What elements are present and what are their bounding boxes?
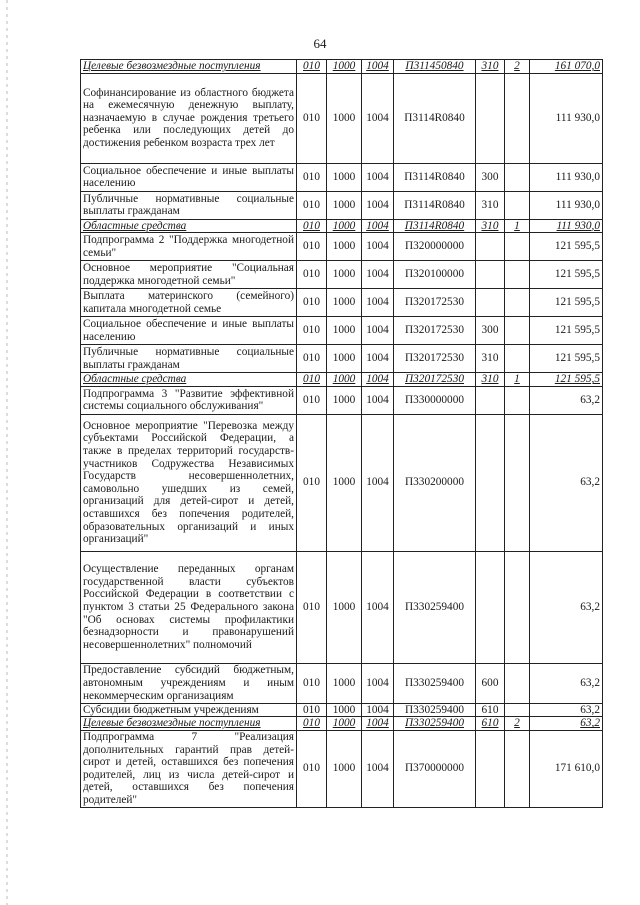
cell-target-article: П330259400: [394, 717, 476, 731]
cell-subsection-code: 1004: [362, 717, 394, 731]
cell-funding-source: [505, 261, 530, 289]
cell-admin-code: 010: [297, 233, 327, 261]
cell-target-article: П3114R0840: [394, 163, 476, 191]
cell-target-article: П330259400: [394, 551, 476, 663]
cell-expense-type: 600: [476, 663, 505, 703]
cell-admin-code: 010: [297, 717, 327, 731]
cell-funding-source: 2: [505, 717, 530, 731]
cell-section-code: 1000: [327, 219, 362, 233]
cell-amount: 121 595,5: [530, 345, 603, 373]
cell-name: Публичные нормативные социальные выплаты гражданам: [81, 191, 297, 219]
cell-target-article: П330200000: [394, 414, 476, 551]
cell-subsection-code: 1004: [362, 233, 394, 261]
cell-name: Выплата материнского (семейного) капитала многодетной семье: [81, 289, 297, 317]
cell-name: [81, 60, 297, 74]
cell-expense-type: 610: [476, 717, 505, 731]
cell-amount: 63,2: [530, 414, 603, 551]
cell-admin-code: 010: [297, 60, 327, 74]
cell-expense-type: [476, 414, 505, 551]
cell-section-code: 1000: [327, 261, 362, 289]
cell-section-code: 1000: [327, 414, 362, 551]
cell-target-article: П320172530: [394, 373, 476, 387]
cell-subsection-code: 1004: [362, 191, 394, 219]
cell-expense-type: 300: [476, 317, 505, 345]
cell-name: Социальное обеспечение и иные выплаты населению: [81, 317, 297, 345]
cell-expense-type: 310: [476, 60, 505, 74]
cell-section-code: 1000: [327, 373, 362, 387]
cell-funding-source: [505, 233, 530, 261]
cell-name: Осуществление переданных органам государственной власти субъектов Российской Федерации в соответствии с пунктом 3 статьи 25 Федерального закона "Об основах системы профилактики безнадзорности и правонарушений несовершеннолетних" полномочий: [81, 551, 297, 663]
cell-target-article: П320100000: [394, 261, 476, 289]
cell-section-code: 1000: [327, 73, 362, 163]
cell-funding-source: [505, 191, 530, 219]
cell-name: Социальное обеспечение и иные выплаты населению: [81, 163, 297, 191]
cell-name: Подпрограмма 7 "Реализация дополнительных гарантий прав детей-сирот и детей, оставшихся без попечения родителей, лиц из числа детей-сирот и детей, оставшихся без попечения родителей": [81, 730, 297, 807]
cell-section-code: 1000: [327, 717, 362, 731]
cell-funding-source: [505, 703, 530, 717]
cell-target-article: П3114R0840: [394, 73, 476, 163]
table-row: [81, 219, 603, 233]
cell-funding-source: [505, 386, 530, 414]
cell-funding-source: [505, 730, 530, 807]
cell-admin-code: 010: [297, 317, 327, 345]
cell-subsection-code: 1004: [362, 703, 394, 717]
cell-expense-type: [476, 261, 505, 289]
cell-subsection-code: 1004: [362, 163, 394, 191]
cell-admin-code: 010: [297, 703, 327, 717]
cell-amount: 63,2: [530, 386, 603, 414]
cell-subsection-code: 1004: [362, 60, 394, 74]
page-number: 64: [313, 36, 327, 51]
cell-admin-code: 010: [297, 345, 327, 373]
cell-name-text: Целевые безвозмездные поступления: [83, 60, 261, 72]
table-row: [81, 163, 603, 191]
cell-section-code: 1000: [327, 551, 362, 663]
cell-amount: 63,2: [530, 703, 603, 717]
cell-subsection-code: 1004: [362, 373, 394, 387]
cell-expense-type: 310: [476, 191, 505, 219]
cell-expense-type: 310: [476, 219, 505, 233]
budget-table-body: [81, 60, 603, 808]
cell-name: Публичные нормативные социальные выплаты гражданам: [81, 345, 297, 373]
cell-subsection-code: 1004: [362, 73, 394, 163]
cell-subsection-code: 1004: [362, 317, 394, 345]
table-row: [81, 717, 603, 731]
table-row: [81, 289, 603, 317]
cell-expense-type: [476, 289, 505, 317]
cell-subsection-code: 1004: [362, 414, 394, 551]
cell-amount: 111 930,0: [530, 73, 603, 163]
cell-name: Подпрограмма 2 "Поддержка многодетной семьи": [81, 233, 297, 261]
budget-table: [80, 59, 603, 808]
cell-subsection-code: 1004: [362, 345, 394, 373]
cell-amount: 161 070,0: [530, 60, 603, 74]
table-row: [81, 261, 603, 289]
cell-target-article: П330000000: [394, 386, 476, 414]
table-row: [81, 317, 603, 345]
table-row: [81, 663, 603, 703]
cell-target-article: П3114R0840: [394, 191, 476, 219]
cell-amount: 63,2: [530, 663, 603, 703]
cell-section-code: 1000: [327, 233, 362, 261]
cell-expense-type: [476, 73, 505, 163]
cell-amount: 171 610,0: [530, 730, 603, 807]
cell-target-article: П330259400: [394, 663, 476, 703]
cell-amount: 111 930,0: [530, 163, 603, 191]
scan-edge-artifact: [6, 0, 8, 905]
cell-name: Предоставление субсидий бюджетным, автономным учреждениям и иным некоммерческим организациям: [81, 663, 297, 703]
cell-admin-code: 010: [297, 414, 327, 551]
cell-section-code: 1000: [327, 730, 362, 807]
cell-section-code: 1000: [327, 163, 362, 191]
cell-name: [81, 219, 297, 233]
cell-admin-code: 010: [297, 219, 327, 233]
cell-name: [81, 373, 297, 387]
cell-subsection-code: 1004: [362, 289, 394, 317]
cell-funding-source: [505, 289, 530, 317]
cell-funding-source: [505, 551, 530, 663]
cell-admin-code: 010: [297, 73, 327, 163]
cell-admin-code: 010: [297, 386, 327, 414]
table-row: [81, 551, 603, 663]
table-row: [81, 730, 603, 807]
cell-section-code: 1000: [327, 317, 362, 345]
cell-amount: 63,2: [530, 551, 603, 663]
table-row: [81, 703, 603, 717]
cell-funding-source: 1: [505, 219, 530, 233]
cell-name: Основное мероприятие "Социальная поддержка многодетной семьи": [81, 261, 297, 289]
cell-name: Подпрограмма 3 "Развитие эффективной системы социального обслуживания": [81, 386, 297, 414]
cell-expense-type: 310: [476, 373, 505, 387]
cell-admin-code: 010: [297, 730, 327, 807]
cell-funding-source: 1: [505, 373, 530, 387]
table-row: [81, 191, 603, 219]
cell-target-article: П370000000: [394, 730, 476, 807]
table-row: [81, 233, 603, 261]
cell-funding-source: [505, 345, 530, 373]
cell-target-article: П320000000: [394, 233, 476, 261]
cell-funding-source: [505, 73, 530, 163]
cell-funding-source: 2: [505, 60, 530, 74]
cell-admin-code: 010: [297, 191, 327, 219]
cell-target-article: П330259400: [394, 703, 476, 717]
cell-section-code: 1000: [327, 345, 362, 373]
cell-target-article: П320172530: [394, 317, 476, 345]
cell-expense-type: 310: [476, 345, 505, 373]
cell-amount: 121 595,5: [530, 233, 603, 261]
cell-subsection-code: 1004: [362, 730, 394, 807]
cell-expense-type: [476, 233, 505, 261]
cell-target-article: П311450840: [394, 60, 476, 74]
cell-target-article: П320172530: [394, 345, 476, 373]
cell-funding-source: [505, 163, 530, 191]
cell-amount: 121 595,5: [530, 261, 603, 289]
cell-amount: 111 930,0: [530, 219, 603, 233]
cell-amount: 111 930,0: [530, 191, 603, 219]
cell-admin-code: 010: [297, 261, 327, 289]
cell-name-text: Целевые безвозмездные поступления: [83, 717, 261, 730]
cell-subsection-code: 1004: [362, 551, 394, 663]
table-row: [81, 373, 603, 387]
cell-admin-code: 010: [297, 663, 327, 703]
table-row: [81, 73, 603, 163]
cell-target-article: П3114R0840: [394, 219, 476, 233]
cell-amount: 63,2: [530, 717, 603, 731]
cell-target-article: П320172530: [394, 289, 476, 317]
cell-section-code: 1000: [327, 60, 362, 74]
cell-funding-source: [505, 414, 530, 551]
cell-admin-code: 010: [297, 373, 327, 387]
cell-expense-type: [476, 386, 505, 414]
cell-amount: 121 595,5: [530, 373, 603, 387]
table-row: [81, 60, 603, 74]
cell-subsection-code: 1004: [362, 663, 394, 703]
cell-section-code: 1000: [327, 663, 362, 703]
cell-expense-type: 300: [476, 163, 505, 191]
cell-expense-type: 610: [476, 703, 505, 717]
cell-subsection-code: 1004: [362, 386, 394, 414]
cell-name: Софинансирование из областного бюджета на ежемесячную денежную выплату, назначаемую в случае рождения третьего ребенка или последующих детей до достижения ребенком возраста трех лет: [81, 73, 297, 163]
cell-name-text: Областные средства: [83, 373, 187, 386]
cell-admin-code: 010: [297, 551, 327, 663]
cell-funding-source: [505, 663, 530, 703]
cell-section-code: 1000: [327, 703, 362, 717]
cell-admin-code: 010: [297, 163, 327, 191]
cell-section-code: 1000: [327, 289, 362, 317]
cell-expense-type: [476, 730, 505, 807]
cell-name-text: Областные средства: [83, 219, 187, 232]
cell-subsection-code: 1004: [362, 219, 394, 233]
cell-funding-source: [505, 317, 530, 345]
cell-section-code: 1000: [327, 191, 362, 219]
cell-name: [81, 717, 297, 731]
table-row: [81, 414, 603, 551]
cell-amount: 121 595,5: [530, 289, 603, 317]
table-row: [81, 345, 603, 373]
cell-admin-code: 010: [297, 289, 327, 317]
table-row: [81, 386, 603, 414]
cell-section-code: 1000: [327, 386, 362, 414]
cell-name: Основное мероприятие "Перевозка между субъектами Российской Федерации, а также в пределах территорий государств-участников Содружества Независимых Государств несовершеннолетних, самовольно ушедших из семей, организаций для детей-сирот и детей, оставшихся без попечения родителей, образовательных организаций и иных организаций": [81, 414, 297, 551]
cell-name: Субсидии бюджетным учреждениям: [81, 703, 297, 717]
cell-amount: 121 595,5: [530, 317, 603, 345]
cell-expense-type: [476, 551, 505, 663]
cell-subsection-code: 1004: [362, 261, 394, 289]
